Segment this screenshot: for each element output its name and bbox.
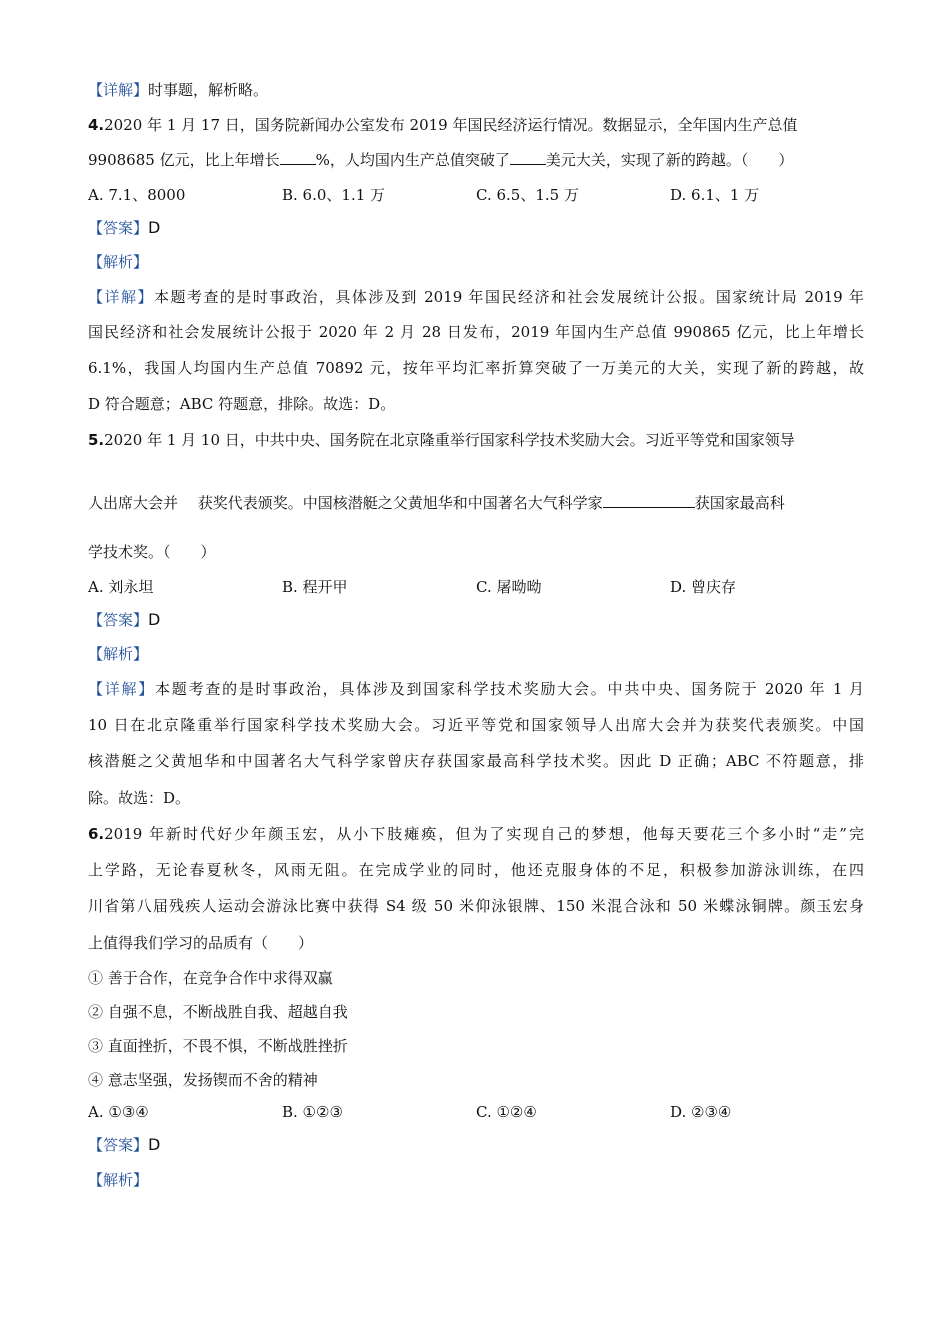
- q4-detail-line1: [88, 285, 864, 309]
- q6-option-d: D. ②③④: [670, 1103, 732, 1121]
- q5-stem-text2b: 获国家最高科: [694, 494, 785, 512]
- q4-analysis: [88, 250, 864, 274]
- q6-number: 6.: [88, 825, 105, 843]
- analysis-tag: 【解析】: [88, 645, 149, 663]
- q6-item-3: ③ 直面挫折，不畏不惧，不断战胜挫折: [88, 1037, 348, 1055]
- q4-stem-text2a: 9908685 亿元，比上年增长: [88, 151, 280, 169]
- q5-detail-line2: 10 日在北京隆重举行国家科学技术奖励大会。习近平等党和国家领导人出席大会并为获奖代表颁奖。中国: [88, 716, 864, 734]
- q5-option-d: D. 曾庆存: [670, 578, 737, 596]
- q5-detail-line3: 核潜艇之父黄旭华和中国著名大气科学家曾庆存获国家最高科学技术奖。因此 D 正确；ABC 不符题意，排: [88, 752, 864, 770]
- q5-option-a: A. 刘永坦: [88, 578, 154, 596]
- q4-answer: [88, 216, 864, 240]
- q4-stem-text2c: 美元大关，实现了新的跨越。（ ）: [545, 151, 794, 169]
- q4-option-a: A. 7.1、8000: [88, 186, 186, 204]
- answer-value: D: [148, 218, 161, 237]
- q5-stem-line2: [88, 491, 864, 515]
- q5-stem-text1: 2020 年 1 月 10 日，中共中央、国务院在北京隆重举行国家科学技术奖励大会。习近平等党和国家领导: [104, 431, 795, 449]
- detail-text: 时事题，解析略。: [148, 81, 269, 99]
- detail-tag: 【详解】: [88, 81, 149, 99]
- q6-option-b: B. ①②③: [282, 1103, 343, 1121]
- analysis-tag: 【解析】: [88, 253, 149, 271]
- q6-answer: [88, 1133, 864, 1157]
- detail-text: 本题考查的是时事政治，具体涉及到国家科学技术奖励大会。中共中央、国务院于 2020 年 1 月: [155, 680, 864, 698]
- q4-option-c: C. 6.5、1.5 万: [476, 186, 579, 204]
- q5-stem-text2a: 人出席大会并 获奖代表颁奖。中国核潜艇之父黄旭华和中国著名大气科学家: [88, 494, 603, 512]
- q5-answer: [88, 608, 864, 632]
- q4-detail-line4: D 符合题意；ABC 符题意，排除。故选：D。: [88, 395, 396, 413]
- q5-option-b: B. 程开甲: [282, 578, 348, 596]
- q6-stem-text1: 2019 年新时代好少年颜玉宏，从小下肢瘫痪，但为了实现自己的梦想，他每天要花三个多小时“走”完: [104, 825, 864, 843]
- q6-stem-line4: 上值得我们学习的品质有（ ）: [88, 934, 314, 952]
- q6-option-a: A. ①③④: [88, 1103, 149, 1121]
- q5-detail-line4: 除。故选：D。: [88, 789, 191, 807]
- q5-analysis: [88, 642, 864, 666]
- q6-stem-line3: 川省第八届残疾人运动会游泳比赛中获得 S4 级 50 米仰泳银牌、150 米混合泳和 50 米蝶泳铜牌。颜玉宏身: [88, 897, 864, 915]
- answer-tag: 【答案】: [88, 611, 149, 629]
- q4-stem-text1: 2020 年 1 月 17 日，国务院新闻办公室发布 2019 年国民经济运行情况。数据显示，全年国内生产总值: [104, 116, 798, 134]
- q4-detail-line3: 6.1%，我国人均国内生产总值 70892 元，按年平均汇率折算突破了一万美元的大关，实现了新的跨越，故: [88, 359, 864, 377]
- detail-text: 本题考查的是时事政治，具体涉及到 2019 年国民经济和社会发展统计公报。国家统计局 2019 年: [153, 288, 864, 306]
- q6-item-4: ④ 意志坚强，发扬锲而不舍的精神: [88, 1071, 318, 1089]
- q5-detail-line1: [88, 677, 864, 701]
- q5-number: 5.: [88, 431, 105, 449]
- answer-value: D: [148, 1135, 161, 1154]
- detail-tag: 【详解】: [88, 288, 154, 306]
- q4-stem-line1: [88, 113, 864, 137]
- q4-blank-2: [510, 150, 546, 165]
- q4-stem-text2b: %，人均国内生产总值突破了: [315, 151, 510, 169]
- analysis-tag: 【解析】: [88, 1171, 149, 1189]
- answer-tag: 【答案】: [88, 219, 149, 237]
- q6-option-c: C. ①②④: [476, 1103, 537, 1121]
- q4-stem-line2: [88, 148, 864, 172]
- q5-stem-line1: [88, 428, 864, 452]
- q6-item-1: ① 善于合作，在竞争合作中求得双赢: [88, 969, 333, 987]
- q4-detail-line2: 国民经济和社会发展统计公报于 2020 年 2 月 28 日发布，2019 年国内生产总值 990865 亿元，比上年增长: [88, 323, 864, 341]
- answer-tag: 【答案】: [88, 1136, 149, 1154]
- q4-option-b: B. 6.0、1.1 万: [282, 186, 386, 204]
- q4-number: 4.: [88, 116, 105, 134]
- q6-stem-line1: [88, 822, 864, 846]
- q5-option-c: C. 屠呦呦: [476, 578, 542, 596]
- q6-stem-line2: 上学路，无论春夏秋冬，风雨无阻。在完成学业的同时，他还克服身体的不足，积极参加游泳训练，在四: [88, 861, 864, 879]
- q4-blank-1: [280, 150, 316, 165]
- q4-option-d: D. 6.1、1 万: [670, 186, 760, 204]
- q5-blank: [603, 493, 695, 508]
- answer-value: D: [148, 610, 161, 629]
- q6-analysis: [88, 1168, 864, 1192]
- q5-stem-line3: 学技术奖。（ ）: [88, 543, 216, 561]
- detail-tag: 【详解】: [88, 680, 156, 698]
- prev-detail: [88, 78, 864, 102]
- q6-item-2: ② 自强不息，不断战胜自我、超越自我: [88, 1003, 348, 1021]
